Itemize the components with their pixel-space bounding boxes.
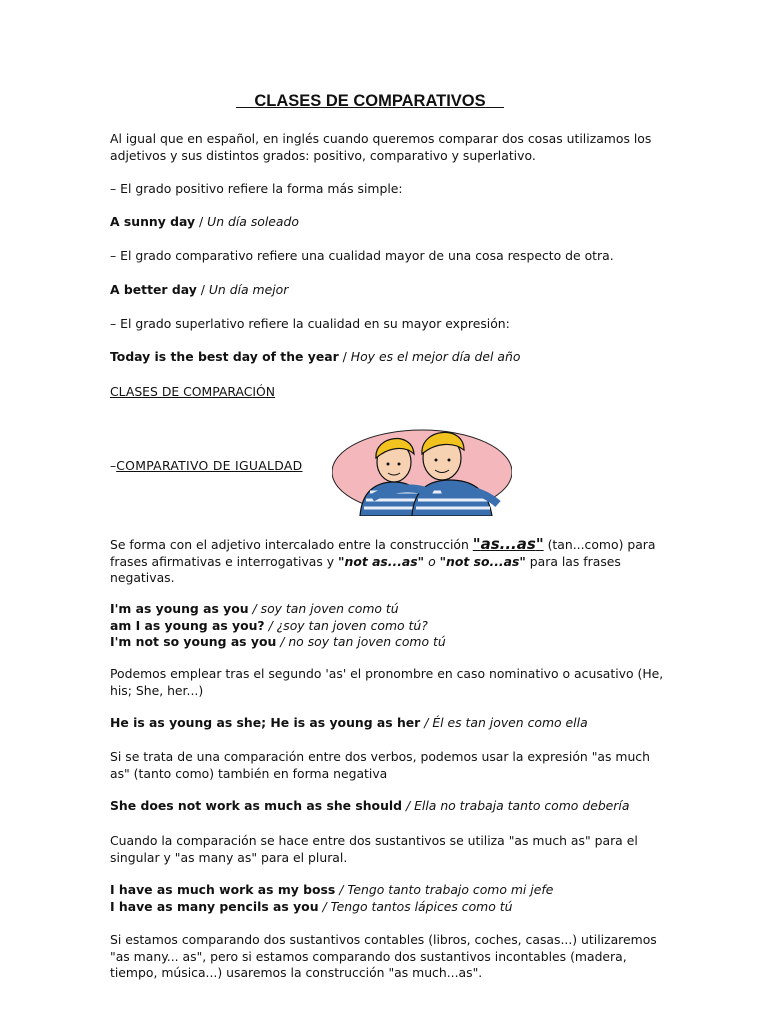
igualdad-heading: COMPARATIVO DE IGUALDAD — [116, 458, 303, 473]
quote-open: " — [472, 535, 481, 553]
superlativo-description: – El grado superlativo refiere la cualidad en su mayor expresión: — [110, 316, 510, 331]
example-es: / Él es tan joven como ella — [420, 715, 588, 730]
igualdad-paragraph-3: Si se trata de una comparación entre dos verbos, podemos usar la expresión "as much as" (tanto como) también en forma negativa — [110, 749, 650, 781]
p1-text-c: para las frases negativas. — [110, 553, 621, 585]
positivo-example-en: A sunny day — [110, 214, 196, 229]
example-en: I have as much work as my boss — [110, 882, 336, 897]
p1-text-a: Se forma con el adjetivo intercalado entre la construcción — [110, 537, 473, 552]
example-en: I'm not so young as you — [110, 634, 277, 649]
positivo-example — [110, 214, 670, 231]
comparativo-example — [110, 282, 670, 299]
separator: / — [196, 282, 209, 297]
positivo-example-es: Un día soleado — [207, 214, 299, 229]
as-as-construction — [473, 535, 544, 553]
p1-o: o — [424, 553, 440, 569]
intro-paragraph: Al igual que en español, en inglés cuando queremos comparar dos cosas utilizamos los adjetivos y sus distintos grados: positivo, comparativo y superlativo. — [110, 131, 652, 163]
clases-comparacion-heading: CLASES DE COMPARACIÓN — [110, 384, 276, 399]
positivo-description: – El grado positivo refiere la forma más simple: — [110, 181, 403, 196]
example-es: / Tengo tanto trabajo como mi jefe — [335, 882, 554, 897]
comparativo-description: – El grado comparativo refiere una cualidad mayor de una cosa respecto de otra. — [110, 248, 614, 263]
example-line — [110, 601, 670, 618]
example-en: She does not work as much as she should — [110, 798, 403, 813]
example-line — [110, 634, 670, 651]
not-so-as: "not so...as" — [439, 553, 526, 569]
example-es: / no soy tan joven como tú — [276, 634, 446, 649]
verb-example — [110, 798, 670, 815]
as-as-text: as...as — [480, 535, 536, 553]
comparativo-example-es: Un día mejor — [208, 282, 289, 297]
example-en: am I as young as you? — [110, 617, 265, 633]
example-es: / soy tan joven como tú — [248, 601, 399, 616]
example-en: I have as many pencils as you — [110, 898, 319, 914]
quote-close: " — [535, 535, 544, 553]
superlativo-example-en: Today is the best day of the year — [110, 349, 339, 364]
igualdad-paragraph-5: Si estamos comparando dos sustantivos contables (libros, coches, casas...) utilizaremos "as many... as", pero si estamos comparando dos sustantivos incontables (madera, tiempo, música...) usaremos la construcción "as much...as". — [110, 932, 657, 980]
example-line — [110, 618, 670, 635]
dash: – — [110, 458, 117, 473]
example-es: / Tengo tantos lápices como tú — [318, 898, 513, 914]
example-en: I'm as young as you — [110, 601, 249, 616]
title-underline-left — [236, 92, 254, 110]
noun-examples — [110, 882, 670, 915]
separator: / — [195, 214, 208, 229]
igualdad-paragraph-2: Podemos emplear tras el segundo 'as' el pronombre en caso nominativo o acusativo (He, his; She, her...) — [110, 666, 664, 698]
igualdad-examples — [110, 601, 670, 651]
superlativo-example-es: Hoy es el mejor día del año — [350, 349, 521, 364]
page-title — [200, 92, 540, 111]
not-as-as: "not as...as" — [338, 553, 425, 569]
igualdad-paragraph-4: Cuando la comparación se hace entre dos sustantivos se utiliza "as much as" para el singular y "as many as" para el plural. — [110, 833, 638, 865]
superlativo-example — [110, 349, 670, 366]
page-title-text: CLASES DE COMPARATIVOS — [254, 92, 486, 110]
comparativo-example-en: A better day — [110, 282, 197, 297]
example-line — [110, 882, 670, 899]
example-es: / ¿soy tan joven como tú? — [264, 617, 428, 633]
example-line — [110, 899, 670, 916]
example-es: / Ella no trabaja tanto como debería — [402, 798, 630, 813]
title-underline-right — [486, 92, 504, 110]
separator: / — [338, 349, 351, 364]
pronoun-example — [110, 715, 670, 732]
igualdad-paragraph-1 — [110, 536, 670, 587]
example-en: He is as young as she; He is as young as her — [110, 715, 421, 730]
two-boys-illustration — [332, 420, 512, 516]
p1-text-b: (tan...como) para frases afirmativas e interrogativas y — [110, 537, 656, 569]
